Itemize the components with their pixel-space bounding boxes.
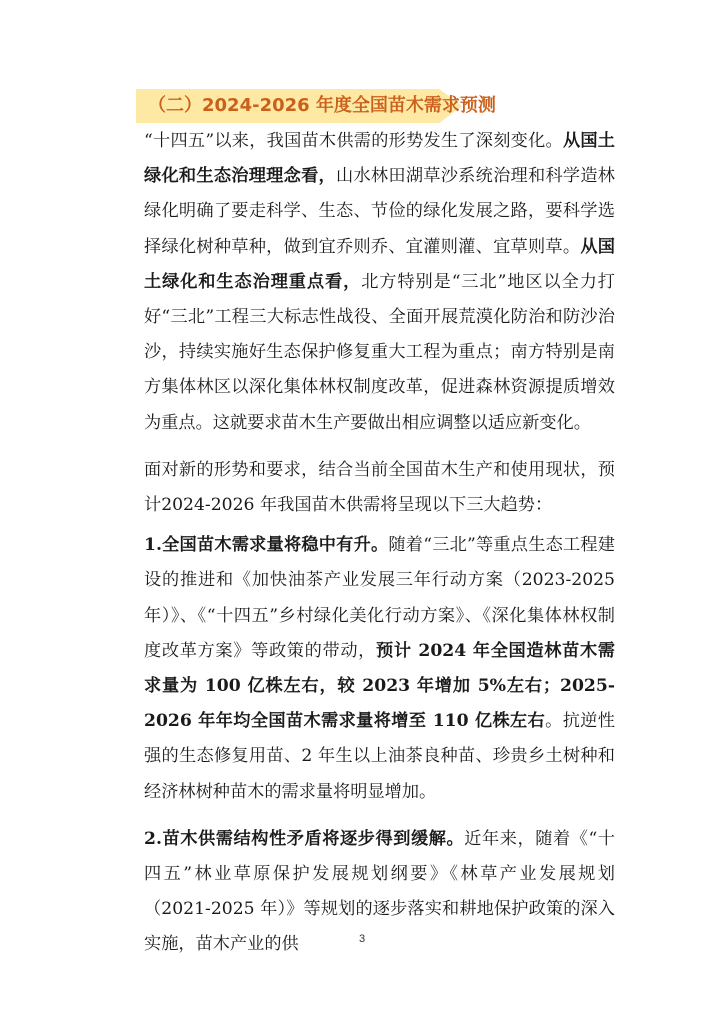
- paragraph-3-text-1: 随着“三北”等重点生态工程建设的推进和《加快油茶产业发展三年行动方案（2023-2025 年）》、《“十四五”乡村绿化美化行动方案》、《深化集体林权制度改革方案》等政策的带动，: [144, 535, 615, 661]
- paragraph-1-bold-2: 从国土绿化和生态治理重点看，: [144, 236, 615, 292]
- paragraph-1-text-3: 北方特别是“三北”地区以全力打好“三北”工程三大标志性战役、全面开展荒漠化防治和防沙治沙，持续实施好生态保护修复重大工程为重点；南方特别是南方集体林区以深化集体林权制度改革，促进森林资源提质增效为重点。这就要求苗木生产要做出相应调整以适应新变化。: [144, 271, 615, 433]
- paragraph-4-heading: 2.苗木供需结构性矛盾将逐步得到缓解。: [144, 828, 465, 849]
- paragraph-3-text-2: 。抗逆性强的生态修复用苗、2 年生以上油茶良种苗、珍贵乡土树种和经济林树种苗木的需求量将明显增加。: [144, 711, 615, 802]
- paragraph-1-bold-1: 从国土绿化和生态治理理念看，: [144, 131, 615, 187]
- paragraph-3-heading: 1.全国苗木需求量将稳中有升。: [144, 535, 389, 556]
- paragraph-1-text-2: 山水林田湖草沙系统治理和科学造林绿化明确了要走科学、生态、节俭的绿化发展之路，要科学选择绿化树种草种，做到宜乔则乔、宜灌则灌、宜草则草。: [144, 166, 615, 257]
- paragraph-2-text-1: 面对新的形势和要求，结合当前全国苗木生产和使用现状，预计2024-2026 年我国苗木供需将呈现以下三大趋势：: [144, 459, 615, 516]
- paragraph-2: [110, 453, 615, 523]
- paragraph-3-bold-forecast: 预计 2024 年全国造林苗木需求量为 100 亿株左右，较 2023 年增加 5%左右；2025-2026 年年均全国苗木需求量将增至 110 亿株左右: [144, 640, 615, 732]
- paragraph-3: [110, 528, 615, 810]
- document-body: [110, 124, 615, 963]
- paragraph-1: [110, 124, 615, 441]
- section-title: （二）2024-2026 年度全国苗木需求预测: [148, 95, 496, 116]
- paragraph-4-text-1: 近年来，随着《“十四五”林业草原保护发展规划纲要》《林草产业发展规划（2021-2025 年）》等规划的逐步落实和耕地保护政策的深入实施，苗木产业的供: [144, 828, 615, 955]
- paragraph-1-text-1: “十四五”以来，我国苗木供需的形势发生了深刻变化。: [144, 131, 563, 151]
- page-number: 3: [358, 933, 366, 945]
